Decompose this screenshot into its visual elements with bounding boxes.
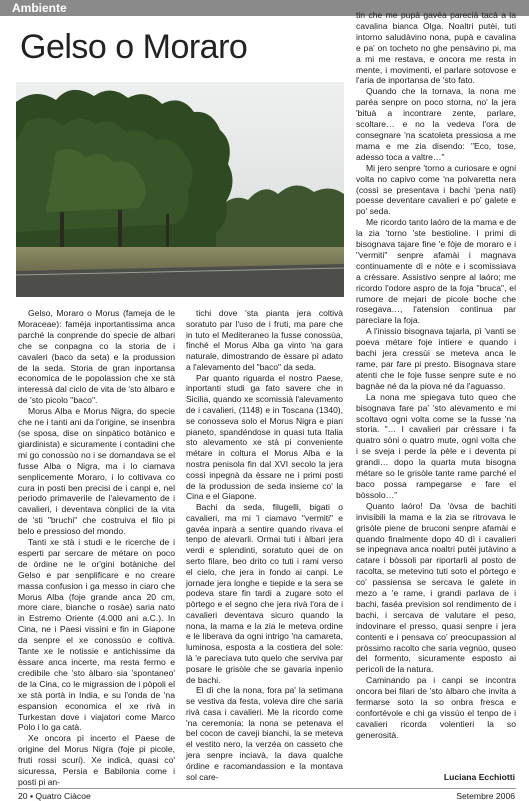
paragraph: tichi dove 'sta pianta jera coltivà soratuto par l'uso de i fruti, ma pare che in tuto el Mediteraneo la fusse conossùa, finché el Morus Alba ga vinto 'na gara naturale, dimostrando de èssare pì adato a l'alevamento del "baco" da seda. <box>186 308 343 372</box>
paragraph: Mi jero senpre 'torno a curiosare e ogni volta no capivo come 'na polvaretta nera (cossì se presentava i bachi 'pena nati) poesse deventare cavalieri e po' galete e po' seda. <box>356 162 516 217</box>
author-signature: Luciana Ecchiotti <box>443 772 515 782</box>
paragraph: Par quanto riguarda el nostro Paese, inportanti studi ga fato savere che in Sicilia, quando xe scomissià l'alevamento de i cavalieri, (1148) e in Toscana (1340), se conosseva solo el Morus Nigra e pian pianeto, spandéndose in quasi tuta Italia sto alevamento xe stà pi conveniente métare in coltura el Morus Alba e la nostra penisola fin dal XVI secolo la jera cossì inpegnà da èssare ne i primi posti de la produssion de seda insieme co' la Cina e el Giapone. <box>186 372 343 502</box>
paragraph: Bachi da seda, filugelli, bigati o cavalieri, ma mi 'i ciamavo "vermiti" e gavéa inparà a sentire quando rivava el tenpo de alevarli. Ormai tuti i àlbari jera verdi e splendinti, soratuto quei de on serto filare, beo drito co tuti i rami verso el cielo, che jera in fondo ai canpi. Le jornade jera longhe e tiepide e la sera se podeva stare fin tardi a zugare soto el pòrtego e el segno che jera rivà l'ora de i cavalieri deventava sicuro quando la nona, la mama e la zia le meteva ordine e le liberava da ogni intrigo 'na camareta, luminosa, esposta a la costiera del sole: là 'e parecìava tuto quelo che serviva par posare le grisòle che se gavaria inpenìo de bachi. <box>186 502 343 685</box>
article-photo <box>16 82 344 297</box>
footer-divider <box>16 788 516 789</box>
text-column-2 <box>186 308 343 782</box>
paragraph: Morus Alba e Morus Nigra, do specie che ne i tanti ani da l'origine, se insenbra (se sposa, dise on sinpàtico botànico e giardinista) e sicuramente i contadini che mi go conossùo no i se domandava se el fusse Alba o Nigra, ma i lo ciamava senplicemente Moraro, i lo coltivava co cura in posti ben precisi de i canpi e, nel periodo primaverile de l'alevamento de i cavalieri, i deventava cònplici de la vita de 'sti "bruchi" che costruiva el filo pi belo e pressioso del mondo. <box>18 406 175 537</box>
text-column-3 <box>356 10 516 741</box>
paragraph: Xe oncora pì incerto el Paese de origine del Morus Nigra (foje pi picole, fruti rossi scuri). Xe indicà, quasi co' sicuressa, Persia e Babilonia come i posti pi an- <box>18 733 175 787</box>
footer-date: Setembre 2006 <box>456 791 515 801</box>
footer-page-info: 20 ▪ Quatro Ciàcoe <box>18 791 91 801</box>
paragraph: Gelso, Moraro o Morus (fameja de le Moraceae): faméja inportantissima anca parché la conprende do specie de albari che se conpagna co la storia de i cavaleri (baco da seta) e la produssion de la seda. Storia de gran inportansa economica de le popolassion che xe stà interessà dal ciclo de vita de 'sto àlbaro e de 'sto picolo "baco". <box>18 308 175 406</box>
paragraph: A l'inissio bisognava tajarla, pì 'vanti se poeva métare foje intiere e quando i bachi jera cressùi se meteva anca le rame, par fare pi presto. Bisognava stare atenti che le foje fusse senpre sute e no bagnàe né da la piova né da l'aguasso. <box>356 326 516 391</box>
article-title: Gelso o Moraro <box>20 28 248 66</box>
paragraph: La nona me spiegava tuto queo che bisognava fare pa' 'sto alevamento e mi scoltavo ogni volta come se la fusse 'na storia. "… I cavalieri par crèssare i fa quatro sòni o quatro mute, ogni volta che i se sveja i perde la pèle e i deventa pi grandi… dopo la quarta muta bisogna métare so le grisòle tante rame parché el baco possa rampegarse e fare el bòssolo…" <box>356 391 516 500</box>
section-label: Ambiente <box>12 1 67 15</box>
paragraph: tin che me pupà gavéa parecià tacà a la cavalina bianca Olga. Noaltri putèi, tuti intorno saludàvino nona, pupà e cavalina e pa' on tocheto no ghe pensàvino pi, ma a mi me restava, e oncora me resta in mente, i movimenti, el parlare sotovose e l'aria de inportansa de 'sto fato. <box>356 10 516 86</box>
paragraph: Me ricordo tanto laóro de la mama e de la zia 'torno 'ste bestioline. I primi di bisognava tajare fine 'e fòje de moraro e i "vermiti" senpre afamài i magnava continuamente dì e nòte e i scomissiava a crèssare. Assistivo senpre al laóro; me ricordo l'odore aspro de la foja "bruca", el rumore de mejari de picole boche che rosegava…, l'atension continua par parecìare la foja. <box>356 217 516 326</box>
paragraph: Quanto laóro! Da 'òvsa de bachiti invisibili la mama e la zia se ritrovava le grisòle piene de bruconi senpre afamài e quando finalmente dopo 40 dì i cavalieri se inpegnava anca noaltri putèi jutàvino a catare i bòssoli par riportarli al posto de racolta, se metevino tuti soto el pòrtego e co' passiensa se sercava le galete in mezo a 'e rame, i grandi parlava de i bachi, faséa prevision sol rendimento de i bachi, i sercava de valutare el peso, indovinare el presso, quasi senpre i jera contenti e i pensava co' preocupassion al pròssimo racolto che saria vegnùo, quseo del formento, sicuramente esposto ai pericoli de la natura. <box>356 500 516 675</box>
tree-landscape-image <box>16 82 344 297</box>
paragraph: Quando che la tornava, la nona me paréa senpre on poco storna, no' la jera 'bituà a incontrare zente, parlare, scoltare… e no la vedeva l'ora de consegnare 'na scatoleta pressiosa a me mama e me zia disendo: "Eco, tose, adesso toca a valtre…" <box>356 86 516 162</box>
paragraph: Tanti xe stà i studi e le ricerche de i esperti par sercare de métare on poco de órdine ne le or'gini botàniche del Gelso e par senplificare e no creare massa confusion i ga messo in ciaro che Morus Alba (foje grande anca 20 cm, more ciare, bianche o rosàe) saria nato in Estremo Oriente (4.000 ani a.C.). In Cina, ne i Paesi vissini e fin in Giapone da senpre el xe conossùo e coltivà. Tante xe le notissie e antichissime da èssare anca incerte, ma resta fermo e credibile che 'sto àlbaro sia 'spontaneo' de la Cina, co le migrassion de i pòpoli el xe stà portà in India, e su l'onda de 'na espansion economica el xe rivà in Turkestan dove i viajatori come Marco Polo i lo ga catà. <box>18 537 175 733</box>
text-column-1 <box>18 308 175 788</box>
paragraph: El dì che la nona, fora pa' la setimana se vestiva da festa, voleva dire che saria rivà casa i cavalieri. Me la ricordo come 'na ceremonia: la nona se petenava el bel cocon de caveji bianchi, la se meteva el vestito nero, la verzéa on casseto che jera senpre inciavà, la dava qualche órdine e racomandassion e la montava sol care- <box>186 685 343 782</box>
paragraph: Caminando pa i canpi se incontra oncora bei filari de 'sto àlbaro che invita a fermarse soto la so onbra fresca e confortévole e chi ga vissùo el tenpo de i cavalieri ricorda volentieri la so generosità. <box>356 675 516 740</box>
